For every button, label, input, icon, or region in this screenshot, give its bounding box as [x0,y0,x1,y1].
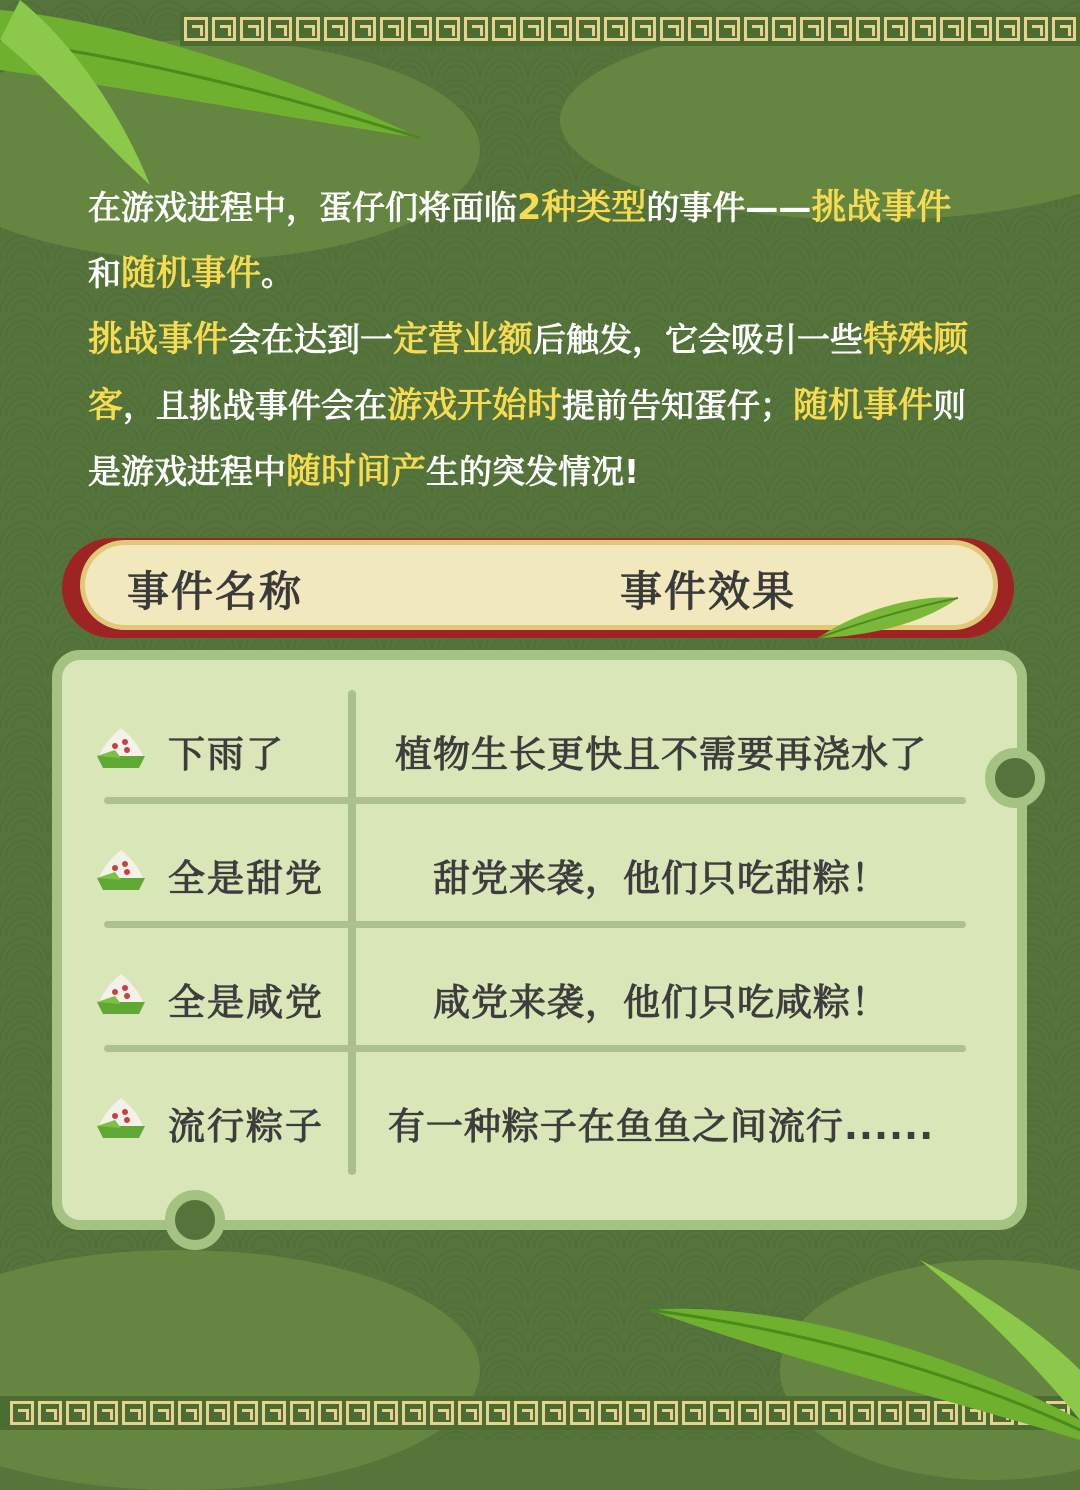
row-divider [104,797,966,804]
zongzi-icon [95,726,147,770]
fret-tile [598,1401,622,1425]
fret-tile [548,17,572,41]
event-name: 下雨了 [168,733,285,776]
fret-tile [66,1401,90,1425]
intro-paragraph-2: 挑战事件会在达到一定营业额后触发，它会吸引一些特殊顾客，且挑战事件会在游戏开始时提前告知蛋仔；随机事件则是游戏进程中随时间产生的突发情况! [88,320,969,492]
fret-tile [542,1401,566,1425]
fret-tile [346,1401,370,1425]
bamboo-leaf-icon [818,590,963,642]
fret-tile [1052,17,1076,41]
fret-tile [716,17,740,41]
fret-tile [1024,17,1048,41]
bamboo-leaf-icon [0,0,430,200]
row-divider [104,921,966,928]
fret-tile [150,1401,174,1425]
fret-tile [514,1401,538,1425]
fret-tile [10,1401,34,1425]
fret-tile [968,17,992,41]
fret-tile [856,17,880,41]
fret-tile [290,1401,314,1425]
fret-tile [520,17,544,41]
fret-tile [996,17,1020,41]
fret-tile [828,17,852,41]
fret-tile [912,17,936,41]
zongzi-icon [95,972,147,1016]
card-notch [985,748,1045,808]
event-name: 全是咸党 [168,981,324,1024]
fret-tile [178,1401,202,1425]
fret-tile [402,1401,426,1425]
fret-tile [464,17,488,41]
intro-paragraph-1: 在游戏进程中，蛋仔们将面临2种类型的事件——挑战事件 和随机事件。 [88,188,952,294]
event-name: 流行粽子 [168,1105,324,1148]
fret-tile [262,1401,286,1425]
fret-tile [884,17,908,41]
intro-text [88,175,998,505]
zongzi-icon [95,1096,147,1140]
fret-tile [744,17,768,41]
fret-tile [318,1401,342,1425]
event-effect: 甜党来袭，他们只吃甜粽！ [433,857,889,900]
fret-tile [604,17,628,41]
fret-tile [234,1401,258,1425]
fret-tile [626,1401,650,1425]
header-event-name: 事件名称 [127,567,304,616]
header-event-effect: 事件效果 [620,567,797,616]
event-effect: 植物生长更快且不需要再浇水了 [395,733,927,776]
fret-tile [688,17,712,41]
event-name: 全是甜党 [168,857,324,900]
fret-tile [122,1401,146,1425]
fret-tile [458,1401,482,1425]
event-effect: 咸党来袭，他们只吃咸粽！ [433,981,889,1024]
fret-tile [38,1401,62,1425]
fret-tile [632,17,656,41]
fret-tile [486,1401,510,1425]
fret-tile [374,1401,398,1425]
fret-tile [940,17,964,41]
card-notch [165,1190,225,1250]
zongzi-icon [95,848,147,892]
fret-tile [436,17,460,41]
event-effect: 有一种粽子在鱼鱼之间流行...... [387,1105,935,1148]
row-divider [104,1045,966,1052]
fret-tile [800,17,824,41]
fret-tile [772,17,796,41]
fret-tile [492,17,516,41]
fret-tile [570,1401,594,1425]
fret-tile [576,17,600,41]
fret-tile [94,1401,118,1425]
fret-tile [660,17,684,41]
fret-tile [430,1401,454,1425]
column-divider [348,690,356,1175]
fret-tile [206,1401,230,1425]
bamboo-leaf-icon [650,1250,1080,1440]
